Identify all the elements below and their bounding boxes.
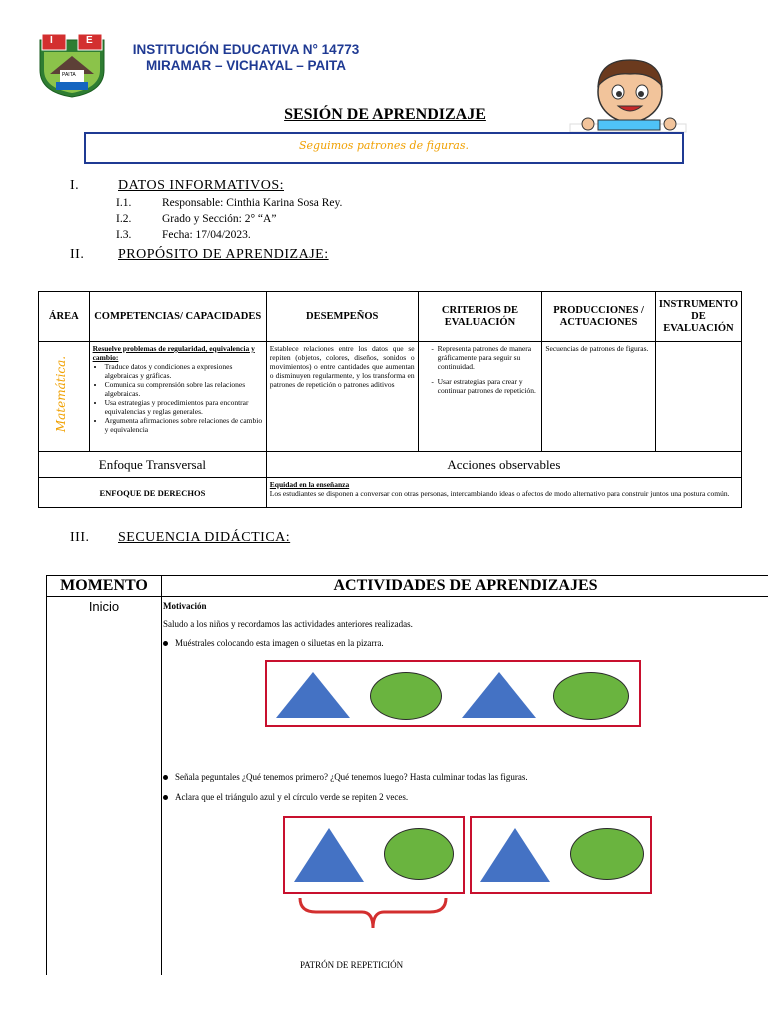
blue-triangle [294,828,364,882]
enfoque-name: ENFOQUE DE DERECHOS [39,478,267,508]
info-text: Responsable: Cinthia Karina Sosa Rey. [162,197,343,209]
enfoque-value-text: Los estudiantes se disponen a conversar con otras personas, intercambiando ideas o afectos de modo alternativo para construir juntos una postura común. [269,489,730,498]
logo-letter-i: I [50,35,53,46]
header-producciones: PRODUCCIONES / ACTUACIONES [542,292,656,342]
moment-cell [47,597,162,976]
section-number: I. [70,178,80,193]
info-item [116,229,516,245]
info-text: Grado y Sección: 2° “A” [162,213,277,225]
info-number: I.1. [116,197,132,209]
area-cell [39,342,90,452]
activity-bullet [163,792,408,802]
activity-subtitle: Motivación [163,601,207,611]
header-instrumento: INSTRUMENTO DE EVALUACIÓN [655,292,741,342]
criterio-item: - Representa patrones de manera gráficamente para seguir su continuidad. [438,344,539,371]
info-text: Fecha: 17/04/2023. [162,229,251,241]
criterios-cell [418,342,542,452]
header-momento: MOMENTO [47,576,162,597]
enfoque-value-title: Equidad en la enseñanza [269,480,350,489]
info-item [116,197,516,213]
section-title: DATOS INFORMATIVOS: [118,178,284,193]
info-number: I.3. [116,229,132,241]
bullet-icon [163,641,168,646]
desempeno-text: Establece relaciones entre los datos que se repiten (objetos, colores, diseños, sonidos o movimientos) o entre cantidades que aumentan o disminuyen regularmente, y los transforma en patrones de repetición o patrones aditivos [269,344,415,389]
blue-triangle [480,828,550,882]
producciones-cell [542,342,656,452]
bullet-text: Muéstrales colocando esta imagen o siluetas en la pizarra. [175,638,384,648]
activity-line: Saludo a los niños y recordamos las actividades anteriores realizadas. [163,619,413,629]
moment-name: Inicio [88,599,120,614]
topic-title: Seguimos patrones de figuras. [299,139,469,152]
capacidad-item: • Comunica su comprensión sobre las relaciones algebraicas. [105,380,263,398]
institution-header [116,42,376,74]
green-circle [570,828,644,880]
section-title: PROPÓSITO DE APRENDIZAJE: [118,247,329,262]
activity-bullet [163,638,384,648]
instrumento-cell [655,342,741,452]
session-title: SESIÓN DE APRENDIZAJE [284,106,486,123]
school-logo [36,30,108,98]
competencia-title: Resuelve problemas de regularidad, equivalencia y cambio: [92,344,255,362]
bullet-icon [163,775,168,780]
acciones-label: Acciones observables [266,452,741,478]
capacidad-item: • Usa estrategias y procedimientos para encontrar equivalencias y reglas generales. [105,398,263,416]
section-3-heading [70,530,470,548]
section-number: II. [70,247,85,262]
institution-name: INSTITUCIÓN EDUCATIVA N° 14773 [132,42,360,57]
criterio-item: - Usar estrategias para crear y continuar patrones de repetición. [438,377,539,395]
bullet-icon [163,795,168,800]
logo-banner-text: PAITA [62,72,76,78]
green-circle [370,672,442,720]
area-name: Matemática. [54,355,68,432]
green-circle [384,828,454,880]
header-desempenos: DESEMPEÑOS [266,292,418,342]
green-circle [553,672,629,720]
info-item [116,213,516,229]
blue-triangle [462,672,536,718]
pattern-brace [296,896,450,936]
enfoque-value-cell [266,478,741,508]
header-area: ÁREA [39,292,90,342]
institution-location: MIRAMAR – VICHAYAL – PAITA [145,58,347,73]
section-title: SECUENCIA DIDÁCTICA: [118,530,291,545]
logo-letter-e: E [86,35,93,46]
activity-bullet [163,772,528,782]
section-2-heading [70,247,470,265]
bullet-text: Señala peguntales ¿Qué tenemos primero? ¿Qué tenemos luego? Hasta culminar todas las figuras. [175,772,528,782]
desempeno-cell [266,342,418,452]
header-actividades: ACTIVIDADES DE APRENDIZAJES [162,576,768,597]
header-competencias: COMPETENCIAS/ CAPACIDADES [89,292,266,342]
section-number: III. [70,530,90,545]
header-criterios: CRITERIOS DE EVALUACIÓN [418,292,542,342]
boy-illustration [568,54,688,134]
producciones-text: Secuencias de patrones de figuras. [545,344,649,353]
activities-cell [162,597,768,976]
bullet-text: Aclara que el triángulo azul y el círculo verde se repiten 2 veces. [175,792,409,802]
section-1-heading [70,178,470,196]
pattern-label: PATRÓN DE REPETICIÓN [300,960,404,970]
enfoque-label: Enfoque Transversal [39,452,267,478]
capacidad-item: • Traduce datos y condiciones a expresiones algebraicas y gráficas. [105,362,263,380]
blue-triangle [276,672,350,718]
competencias-cell [89,342,266,452]
capacidad-item: • Argumenta afirmaciones sobre relaciones de cambio y equivalencia [105,416,263,434]
purpose-table [38,291,742,508]
info-number: I.2. [116,213,132,225]
